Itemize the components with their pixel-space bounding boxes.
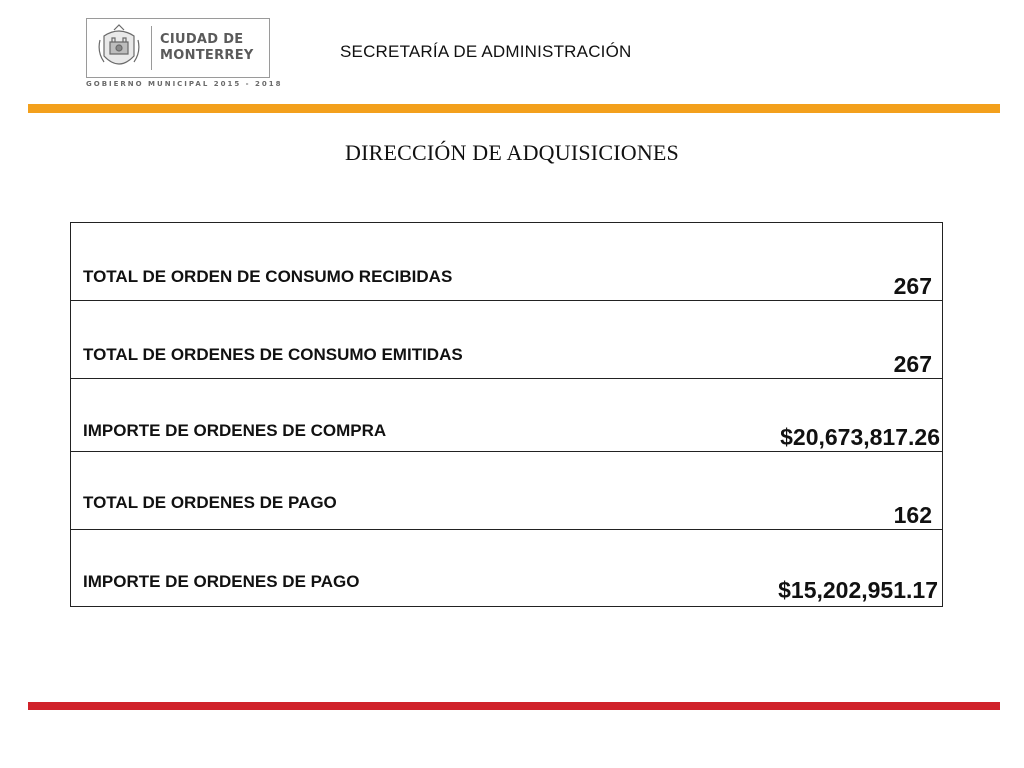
- city-crest-icon: [91, 20, 147, 76]
- table-row: [71, 301, 942, 379]
- row-label: TOTAL DE ORDEN DE CONSUMO RECIBIDAS: [83, 267, 453, 286]
- summary-table: [70, 222, 943, 607]
- page-title: DIRECCIÓN DE ADQUISICIONES: [345, 140, 679, 165]
- logo-line-1: CIUDAD DE: [160, 32, 244, 47]
- header-title: SECRETARÍA DE ADMINISTRACIÓN: [340, 42, 632, 61]
- table-row: [71, 223, 942, 301]
- logo-line-2: MONTERREY: [160, 48, 254, 63]
- row-value: 162: [893, 502, 932, 528]
- row-label: IMPORTE DE ORDENES DE COMPRA: [83, 421, 387, 440]
- row-label: TOTAL DE ORDENES DE PAGO: [83, 493, 337, 512]
- top-accent-bar: [28, 104, 1000, 113]
- row-value: 267: [893, 351, 932, 377]
- table-row: [71, 379, 942, 452]
- logo-subtitle: GOBIERNO MUNICIPAL 2015 - 2018: [86, 80, 283, 88]
- table-row: [71, 530, 942, 606]
- row-label: TOTAL DE ORDENES DE CONSUMO EMITIDAS: [83, 345, 463, 364]
- bottom-accent-bar: [28, 702, 1000, 710]
- row-value: 267: [893, 273, 932, 299]
- row-value: $20,673,817.26: [780, 424, 940, 450]
- municipal-logo: [86, 18, 270, 78]
- logo-wordmark: [160, 32, 254, 64]
- table-row: [71, 452, 942, 530]
- row-value: $15,202,951.17: [778, 577, 938, 603]
- row-label: IMPORTE DE ORDENES DE PAGO: [83, 572, 360, 591]
- logo-divider: [151, 26, 152, 70]
